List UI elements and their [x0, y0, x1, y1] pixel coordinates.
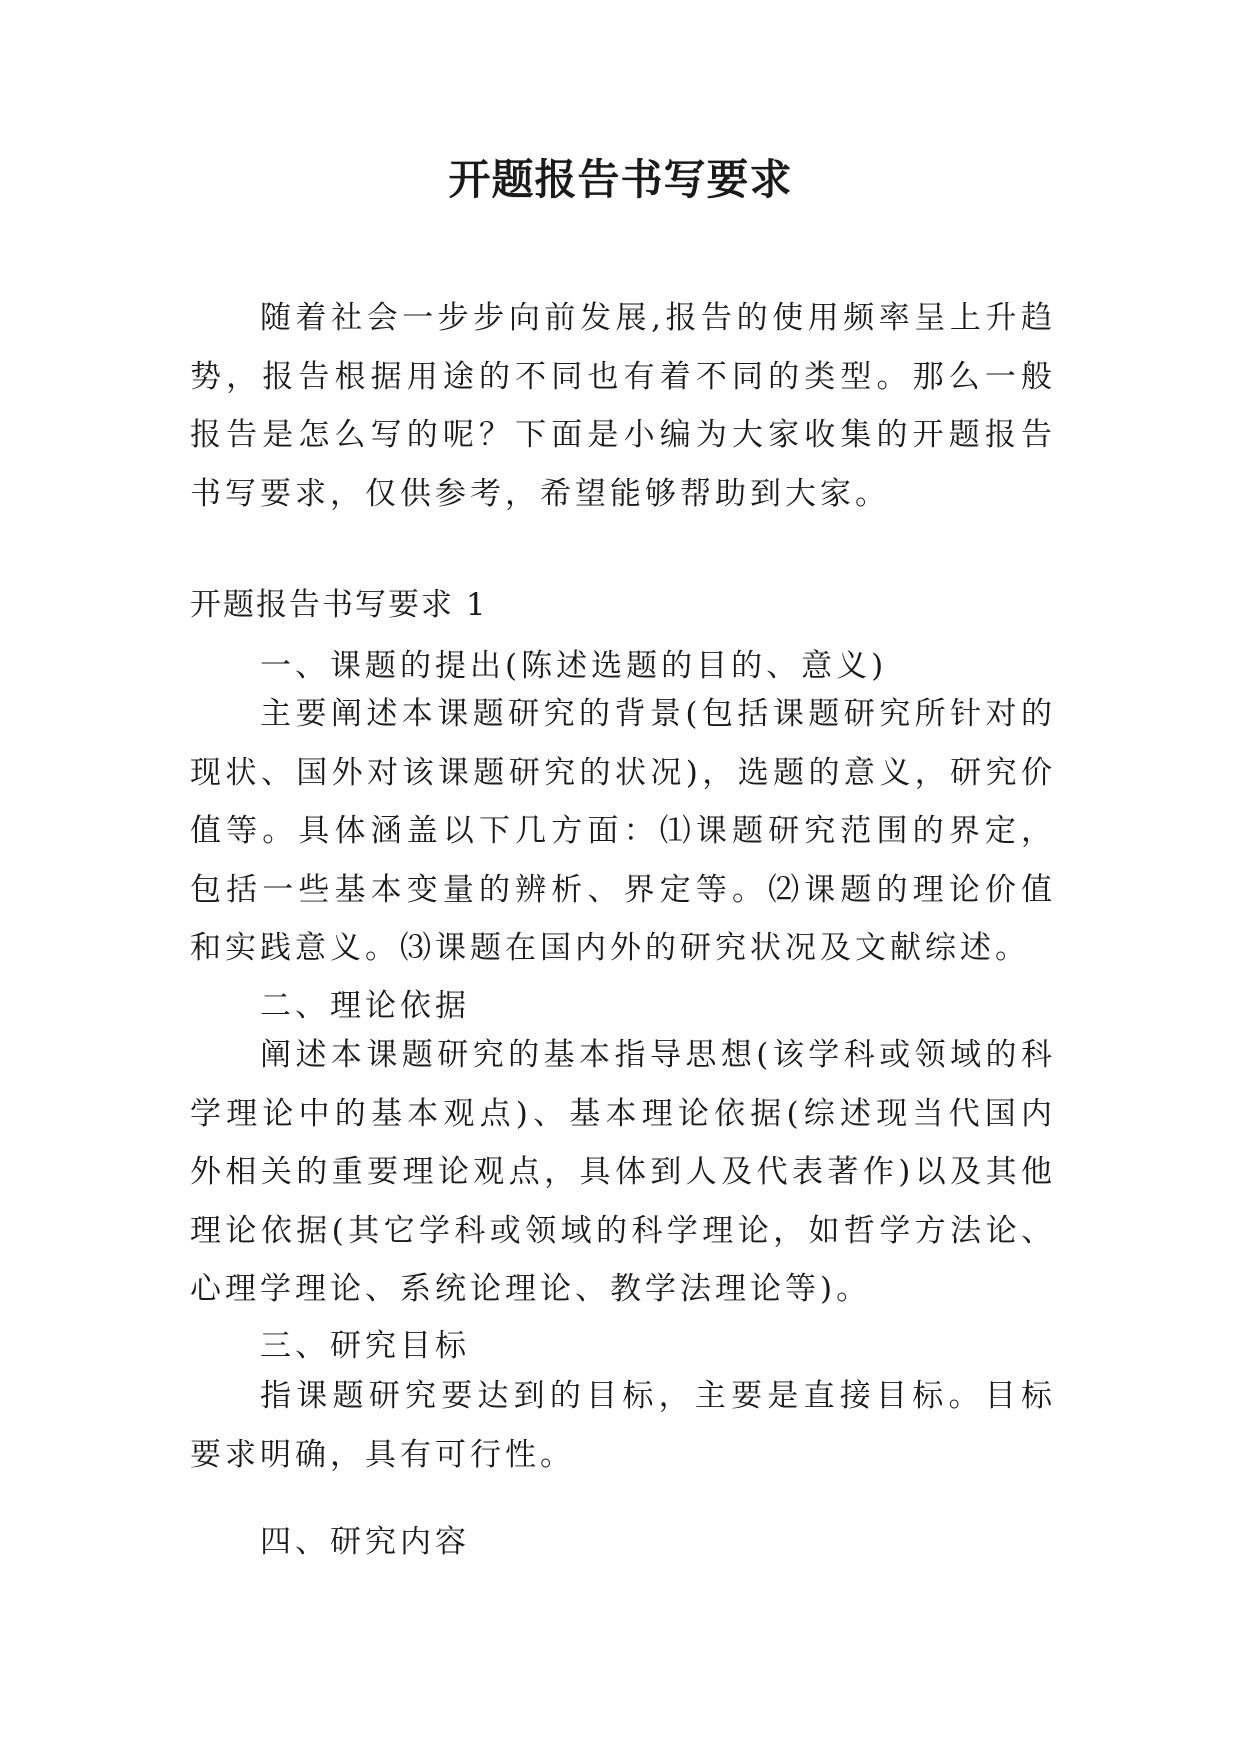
heading-theoretical-basis: 二、理论依据: [260, 988, 470, 1024]
section-title: 开题报告书写要求 1: [190, 587, 488, 623]
heading-topic-proposal: 一、课题的提出(陈述选题的目的、意义): [260, 648, 888, 684]
heading-research-content: 四、研究内容: [260, 1524, 470, 1560]
document-title: 开题报告书写要求: [448, 155, 793, 204]
paragraph-theoretical-basis: 阐述本课题研究的基本指导思想(该学科或领域的科学理论中的基本观点)、基本理论依据(综述现当代国内外相关的重要理论观点，具体到人及代表著作)以及其他理论依据(其它学科或领域的科学理论，如哲学方法论、心理学理论、系统论理论、教学法理论等)。: [190, 1037, 1056, 1307]
intro-paragraph: 随着社会一步步向前发展,报告的使用频率呈上升趋势，报告根据用途的不同也有着不同的类型。那么一般报告是怎么写的呢？下面是小编为大家收集的开题报告书写要求，仅供参考，希望能够帮助到大家。: [190, 300, 1056, 512]
heading-research-goals: 三、研究目标: [260, 1328, 470, 1364]
paragraph-research-goals: 指课题研究要达到的目标，主要是直接目标。目标要求明确，具有可行性。: [190, 1378, 1056, 1473]
paragraph-topic-background: 主要阐述本课题研究的背景(包括课题研究所针对的现状、国外对该课题研究的状况)，选题的意义，研究价值等。具体涵盖以下几方面：⑴课题研究范围的界定，包括一些基本变量的辨析、界定等。⑵课题的理论价值和实践意义。⑶课题在国内外的研究状况及文献综述。: [190, 696, 1056, 966]
